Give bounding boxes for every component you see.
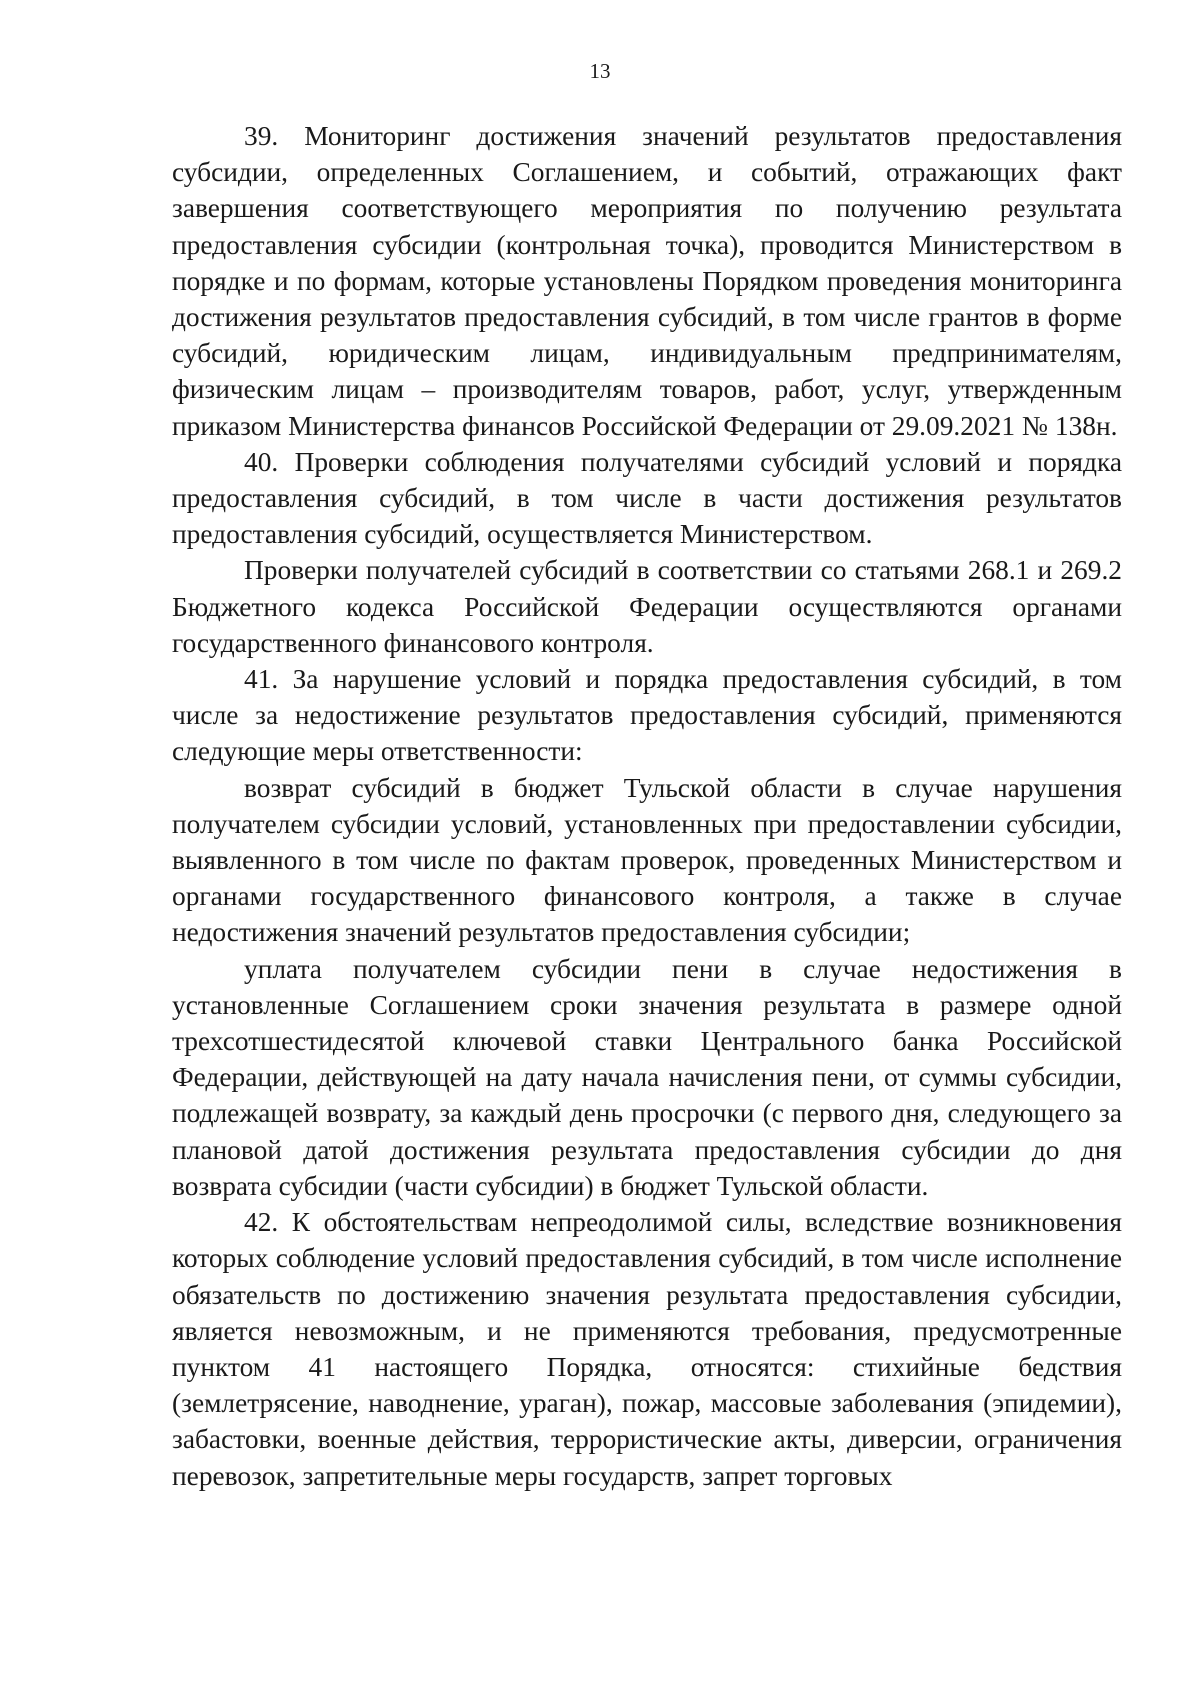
paragraph-40-inspections: 40. Проверки соблюдения получателями субсидий условий и порядка предоставления субсидий, в том числе в части достижения результатов предоставления субсидий, осуществляется Министерством. xyxy=(172,446,1122,550)
paragraph-41-penalty: уплата получателем субсидии пени в случае недостижения в установленные Соглашением сроки значения результата в размере одной трехсотшестидесятой ключевой ставки Центрального банка Российской Федерации, действующей на дату начала начисления пени, от суммы субсидии, подлежащей возврату, за каждый день просрочки (с первого дня, следующего за плановой датой достижения результата предоставления субсидии до дня возврата субсидии (части субсидии) в бюджет Тульской области. xyxy=(172,953,1122,1201)
paragraph-40-state-control: Проверки получателей субсидий в соответствии со статьями 268.1 и 269.2 Бюджетного кодекса Российской Федерации осуществляются органами государственного финансового контроля. xyxy=(172,555,1122,658)
paragraph-39-monitoring: 39. Мониторинг достижения значений результатов предоставления субсидии, определенных Соглашением, и событий, отражающих факт завершения соответствующего мероприятия по получению результата предоставления субсидии (контрольная точка), проводится Министерством в порядке и по формам, которые установлены Порядком проведения мониторинга достижения результатов предоставления субсидий, в том числе грантов в форме субсидий, юридическим лицам, индивидуальным предпринимателям, физическим лицам – производителям товаров, работ, услуг, утвержденным приказом Министерства финансов Российской Федерации от 29.09.2021 № 138н. xyxy=(172,121,1122,441)
document-body xyxy=(172,118,1122,1494)
page-number: 13 xyxy=(589,59,611,83)
paragraph-41-refund: возврат субсидий в бюджет Тульской области в случае нарушения получателем субсидии условий, установленных при предоставлении субсидии, выявленного в том числе по фактам проверок, проведенных Министерством и органами государственного финансового контроля, а также в случае недостижения значений результатов предоставления субсидии; xyxy=(172,772,1122,948)
paragraph-42-force-majeure: 42. К обстоятельствам непреодолимой силы, вследствие возникновения которых соблюдение условий предоставления субсидий, в том числе исполнение обязательств по достижению значения результата предоставления субсидии, является невозможным, и не применяются требования, предусмотренные пунктом 41 настоящего Порядка, относятся: стихийные бедствия (землетрясение, наводнение, ураган), пожар, массовые заболевания (эпидемии), забастовки, военные действия, террористические акты, диверсии, ограничения перевозок, запретительные меры государств, запрет торговых xyxy=(172,1207,1122,1491)
paragraph-41-liability: 41. За нарушение условий и порядка предоставления субсидий, в том числе за недостижение результатов предоставления субсидий, применяются следующие меры ответственности: xyxy=(172,664,1122,767)
